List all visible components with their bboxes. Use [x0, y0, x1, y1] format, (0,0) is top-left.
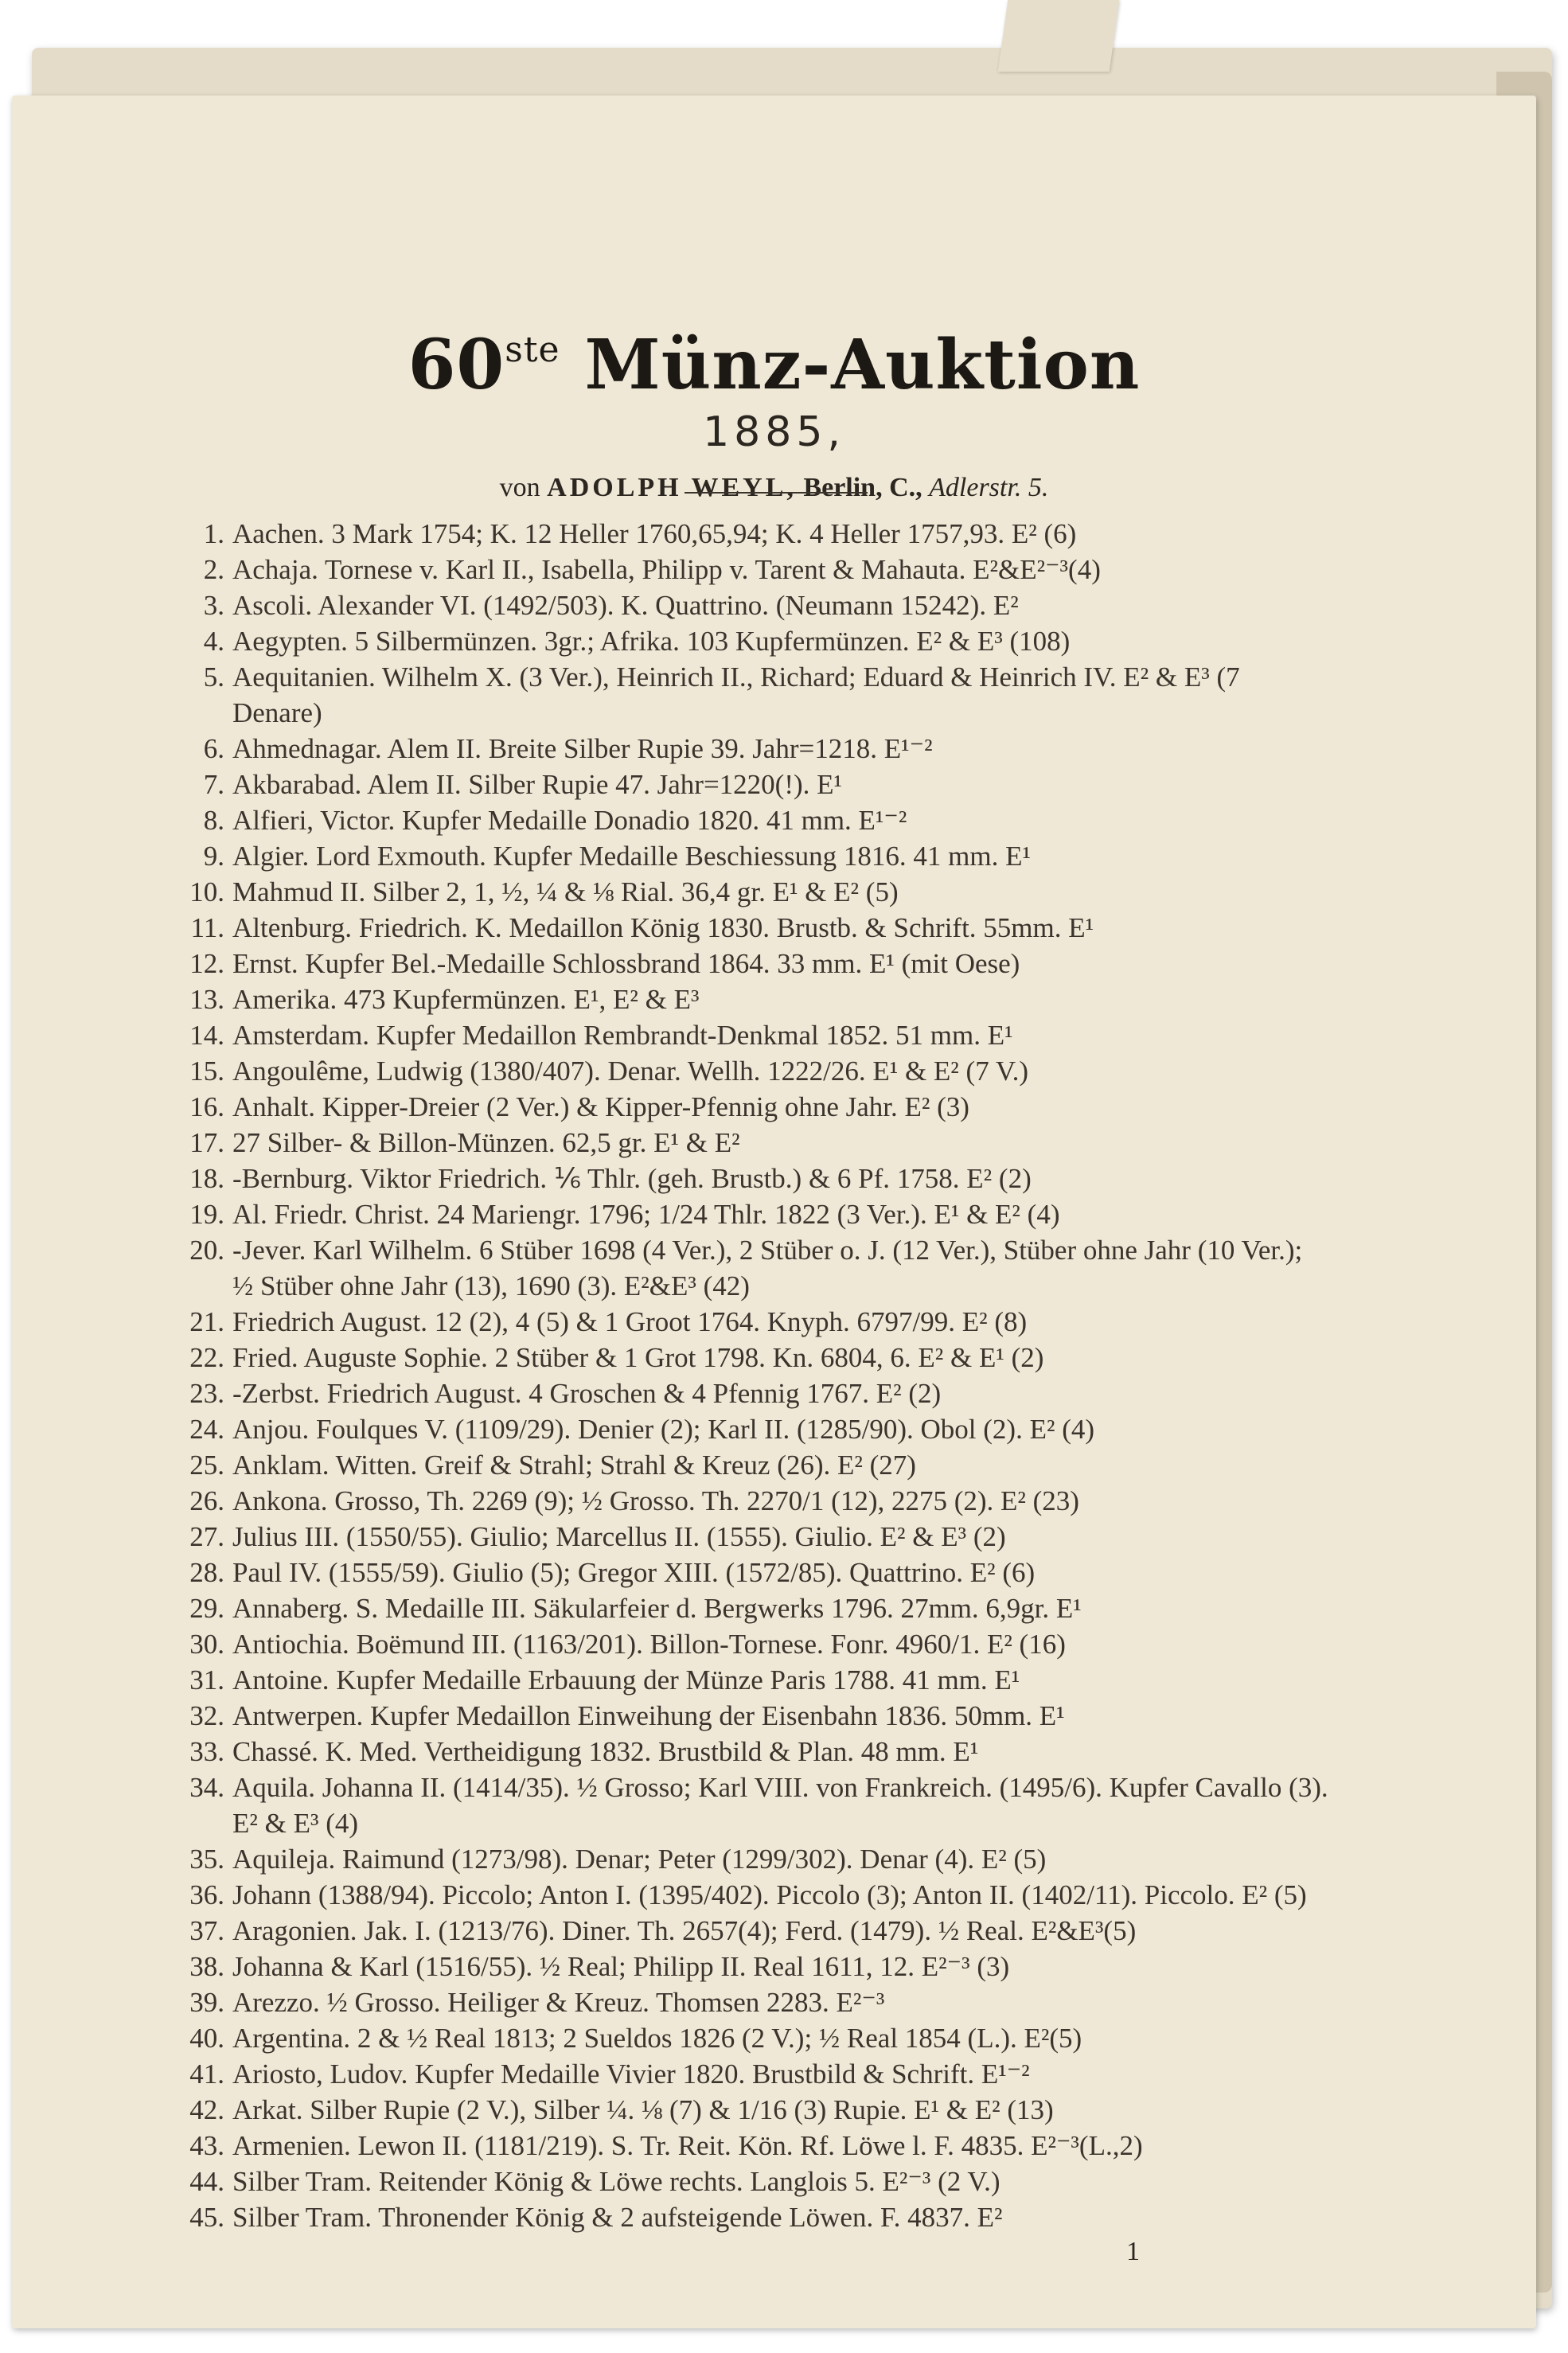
lot-entry [183, 1053, 1329, 1089]
lot-description: 27 Silber- & Billon-Münzen. 62,5 gr. E¹ & E² [232, 1127, 740, 1158]
lot-list [183, 516, 1329, 2235]
lot-number: 22. [189, 1342, 224, 1373]
lot-number: 10. [189, 876, 224, 907]
auction-year: 1885, [703, 408, 845, 456]
lot-number: 16. [189, 1091, 224, 1122]
catalogue-page [12, 96, 1536, 2328]
lot-entry [183, 981, 1329, 1017]
lot-description: Aquila. Johanna II. (1414/35). ½ Grosso; Karl VIII. von Frankreich. (1495/6). Kupfer Cavallo (3). E² & E³ (4) [232, 1772, 1328, 1839]
lot-entry [183, 1161, 1329, 1196]
lot-description: Aachen. 3 Mark 1754; K. 12 Heller 1760,65,94; K. 4 Heller 1757,93. E² (6) [232, 518, 1077, 549]
lot-description: Chassé. K. Med. Vertheidigung 1832. Brustbild & Plan. 48 mm. E¹ [232, 1736, 979, 1767]
lot-number: 38. [189, 1951, 224, 1982]
lot-entry [183, 1770, 1329, 1841]
lot-description: Amsterdam. Kupfer Medaillon Rembrandt-Denkmal 1852. 51 mm. E¹ [232, 1020, 1013, 1051]
lot-number: 21. [189, 1306, 224, 1337]
lot-description: Antoine. Kupfer Medaille Erbauung der Münze Paris 1788. 41 mm. E¹ [232, 1664, 1020, 1695]
publisher-city: Berlin, C., [803, 473, 922, 502]
lot-number: 25. [189, 1450, 224, 1481]
lot-description: Aquileja. Raimund (1273/98). Denar; Peter (1299/302). Denar (4). E² (5) [232, 1844, 1047, 1875]
lot-description: Akbarabad. Alem II. Silber Rupie 47. Jahr=1220(!). E¹ [232, 769, 843, 800]
lot-entry [183, 1411, 1329, 1447]
lot-description: -Bernburg. Viktor Friedrich. ⅙ Thlr. (geh. Brustb.) & 6 Pf. 1758. E² (2) [232, 1163, 1032, 1194]
lot-description: Paul IV. (1555/59). Giulio (5); Gregor XIII. (1572/85). Quattrino. E² (6) [232, 1557, 1036, 1588]
lot-number: 35. [189, 1844, 224, 1875]
lot-entry [183, 1483, 1329, 1519]
title-number: 60 [408, 325, 505, 405]
page-number: 1 [1126, 2237, 1140, 2266]
lot-number: 28. [189, 1557, 224, 1588]
lot-number: 45. [189, 2202, 224, 2233]
lot-entry [183, 2056, 1329, 2092]
lot-number: 11. [190, 912, 224, 943]
lot-description: Al. Friedr. Christ. 24 Mariengr. 1796; 1/24 Thlr. 1822 (3 Ver.). E¹ & E² (4) [232, 1199, 1060, 1230]
lot-description: Amerika. 473 Kupfermünzen. E¹, E² & E³ [232, 984, 700, 1015]
publisher-name: ADOLPH WEYL, [547, 473, 797, 502]
lot-description: Ankona. Grosso, Th. 2269 (9); ½ Grosso. Th. 2270/1 (12), 2275 (2). E² (23) [232, 1485, 1079, 1516]
lot-entry [183, 587, 1329, 623]
lot-entry [183, 1017, 1329, 1053]
lot-description: Annaberg. S. Medaille III. Säkularfeier d. Bergwerks 1796. 27mm. 6,9gr. E¹ [232, 1593, 1082, 1624]
lot-number: 3. [203, 590, 224, 621]
lot-number: 40. [189, 2023, 224, 2054]
lot-description: Aequitanien. Wilhelm X. (3 Ver.), Heinrich II., Richard; Eduard & Heinrich IV. E² & E³ (7 Denare) [232, 661, 1240, 728]
lot-number: 13. [189, 984, 224, 1015]
lot-description: Ascoli. Alexander VI. (1492/503). K. Quattrino. (Neumann 15242). E² [232, 590, 1019, 621]
lot-entry [183, 1125, 1329, 1161]
lot-entry [183, 1984, 1329, 2020]
lot-entry [183, 1949, 1329, 1984]
lot-entry [183, 2199, 1329, 2235]
lot-description: Silber Tram. Reitender König & Löwe rechts. Langlois 5. E²⁻³ (2 V.) [232, 2166, 1000, 2197]
lot-entry [183, 1877, 1329, 1913]
lot-description: Armenien. Lewon II. (1181/219). S. Tr. Reit. Kön. Rf. Löwe l. F. 4835. E²⁻³(L.,2) [232, 2130, 1143, 2161]
lot-entry [183, 767, 1329, 802]
publisher-address: Adlerstr. 5. [929, 473, 1049, 502]
lot-entry [183, 2092, 1329, 2128]
lot-entry [183, 2020, 1329, 2056]
lot-number: 20. [189, 1235, 224, 1266]
lot-entry [183, 1304, 1329, 1340]
lot-description: Anjou. Foulques V. (1109/29). Denier (2); Karl II. (1285/90). Obol (2). E² (4) [232, 1414, 1095, 1445]
lot-description: Altenburg. Friedrich. K. Medaillon König 1830. Brustb. & Schrift. 55mm. E¹ [232, 912, 1094, 943]
lot-entry [183, 552, 1329, 587]
lot-number: 2. [203, 554, 224, 585]
lot-entry [183, 910, 1329, 946]
lot-entry [183, 1340, 1329, 1376]
lot-description: -Zerbst. Friedrich August. 4 Groschen & 4 Pfennig 1767. E² (2) [232, 1378, 942, 1409]
lot-number: 17. [189, 1127, 224, 1158]
lot-number: 6. [203, 733, 224, 764]
lot-description: Julius III. (1550/55). Giulio; Marcellus II. (1555). Giulio. E² & E³ (2) [232, 1521, 1006, 1552]
lot-number: 23. [189, 1378, 224, 1409]
lot-description: Johanna & Karl (1516/55). ½ Real; Philipp II. Real 1611, 12. E²⁻³ (3) [232, 1951, 1010, 1982]
lot-number: 43. [189, 2130, 224, 2161]
lot-description: Arezzo. ½ Grosso. Heiliger & Kreuz. Thomsen 2283. E²⁻³ [232, 1987, 885, 2018]
lot-description: Alfieri, Victor. Kupfer Medaille Donadio 1820. 41 mm. E¹⁻² [232, 805, 907, 836]
lot-number: 14. [189, 1020, 224, 1051]
lot-number: 36. [189, 1879, 224, 1910]
lot-number: 5. [203, 661, 224, 693]
lot-number: 32. [189, 1700, 224, 1731]
lot-number: 33. [189, 1736, 224, 1767]
lot-description: Angoulême, Ludwig (1380/407). Denar. Wellh. 1222/26. E¹ & E² (7 V.) [232, 1056, 1028, 1087]
lot-entry [183, 1232, 1329, 1304]
lot-description: Algier. Lord Exmouth. Kupfer Medaille Beschiessung 1816. 41 mm. E¹ [232, 841, 1031, 872]
lot-number: 15. [189, 1056, 224, 1087]
lot-description: Antwerpen. Kupfer Medaillon Einweihung der Eisenbahn 1836. 50mm. E¹ [232, 1700, 1065, 1731]
lot-number: 42. [189, 2094, 224, 2125]
lot-entry [183, 731, 1329, 767]
lot-entry [183, 874, 1329, 910]
lot-entry [183, 1841, 1329, 1877]
publisher-line [12, 472, 1536, 504]
lot-description: Ahmednagar. Alem II. Breite Silber Rupie 39. Jahr=1218. E¹⁻² [232, 733, 933, 764]
header-divider [685, 492, 868, 494]
lot-entry [183, 1196, 1329, 1232]
lot-entry [183, 1626, 1329, 1662]
lot-description: Ariosto, Ludov. Kupfer Medaille Vivier 1820. Brustbild & Schrift. E¹⁻² [232, 2058, 1030, 2090]
lot-number: 18. [189, 1163, 224, 1194]
lot-entry [183, 2128, 1329, 2164]
lot-description: Johann (1388/94). Piccolo; Anton I. (1395/402). Piccolo (3); Anton II. (1402/11). Piccolo. E² (5) [232, 1879, 1307, 1910]
title-ordinal-suffix: ste [505, 330, 560, 370]
lot-entry [183, 2164, 1329, 2199]
title-main: Münz-Auktion [584, 325, 1141, 405]
lot-number: 8. [203, 805, 224, 836]
auction-title [12, 310, 1536, 405]
lot-entry [183, 946, 1329, 981]
lot-description: Anklam. Witten. Greif & Strahl; Strahl & Kreuz (26). E² (27) [232, 1450, 916, 1481]
lot-entry [183, 802, 1329, 838]
torn-paper-tab [998, 0, 1120, 72]
lot-description: Argentina. 2 & ½ Real 1813; 2 Sueldos 1826 (2 V.); ½ Real 1854 (L.). E²(5) [232, 2023, 1082, 2054]
page-header [12, 310, 1536, 504]
lot-entry [183, 1590, 1329, 1626]
lot-number: 27. [189, 1521, 224, 1552]
lot-number: 41. [189, 2058, 224, 2090]
lot-entry [183, 1447, 1329, 1483]
lot-number: 26. [189, 1485, 224, 1516]
lot-description: Antiochia. Boëmund III. (1163/201). Billon-Tornese. Fonr. 4960/1. E² (16) [232, 1629, 1066, 1660]
lot-number: 39. [189, 1987, 224, 2018]
lot-description: Arkat. Silber Rupie (2 V.), Silber ¼. ⅛ (7) & 1/16 (3) Rupie. E¹ & E² (13) [232, 2094, 1054, 2125]
lot-entry [183, 623, 1329, 659]
lot-description: -Jever. Karl Wilhelm. 6 Stüber 1698 (4 Ver.), 2 Stüber o. J. (12 Ver.), Stüber ohne Jahr (10 Ver.); ½ Stüber ohne Jahr (13), 1690 (3). E²&E³ (42) [232, 1235, 1303, 1301]
lot-number: 34. [189, 1772, 224, 1803]
lot-entry [183, 516, 1329, 552]
publisher-prefix: von [499, 473, 540, 502]
lot-entry [183, 1555, 1329, 1590]
lot-description: Silber Tram. Thronender König & 2 aufsteigende Löwen. F. 4837. E² [232, 2202, 1003, 2233]
lot-entry [183, 1089, 1329, 1125]
lot-number: 29. [189, 1593, 224, 1624]
lot-entry [183, 1698, 1329, 1734]
lot-description: Friedrich August. 12 (2), 4 (5) & 1 Groot 1764. Knyph. 6797/99. E² (8) [232, 1306, 1028, 1337]
lot-description: Achaja. Tornese v. Karl II., Isabella, Philipp v. Tarent & Mahauta. E²&E²⁻³(4) [232, 554, 1101, 585]
lot-number: 30. [189, 1629, 224, 1660]
lot-entry [183, 838, 1329, 874]
lot-number: 19. [189, 1199, 224, 1230]
lot-description: Aragonien. Jak. I. (1213/76). Diner. Th. 2657(4); Ferd. (1479). ½ Real. E²&E³(5) [232, 1915, 1137, 1946]
lot-entry [183, 1519, 1329, 1555]
lot-description: Mahmud II. Silber 2, 1, ½, ¼ & ⅛ Rial. 36,4 gr. E¹ & E² (5) [232, 876, 899, 907]
lot-number: 7. [203, 769, 224, 800]
lot-number: 9. [203, 841, 224, 872]
lot-entry [183, 1376, 1329, 1411]
lot-number: 24. [189, 1414, 224, 1445]
lot-entry [183, 1734, 1329, 1770]
lot-number: 12. [189, 948, 224, 979]
lot-number: 1. [203, 518, 224, 549]
lot-entry [183, 1913, 1329, 1949]
lot-number: 4. [203, 626, 224, 657]
lot-description: Ernst. Kupfer Bel.-Medaille Schlossbrand 1864. 33 mm. E¹ (mit Oese) [232, 948, 1020, 979]
lot-entry [183, 659, 1329, 731]
lot-number: 37. [189, 1915, 224, 1946]
lot-description: Aegypten. 5 Silbermünzen. 3gr.; Afrika. 103 Kupfermünzen. E² & E³ (108) [232, 626, 1071, 657]
lot-number: 44. [189, 2166, 224, 2197]
lot-entry [183, 1662, 1329, 1698]
lot-number: 31. [189, 1664, 224, 1695]
lot-description: Fried. Auguste Sophie. 2 Stüber & 1 Grot 1798. Kn. 6804, 6. E² & E¹ (2) [232, 1342, 1044, 1373]
lot-description: Anhalt. Kipper-Dreier (2 Ver.) & Kipper-Pfennig ohne Jahr. E² (3) [232, 1091, 969, 1122]
